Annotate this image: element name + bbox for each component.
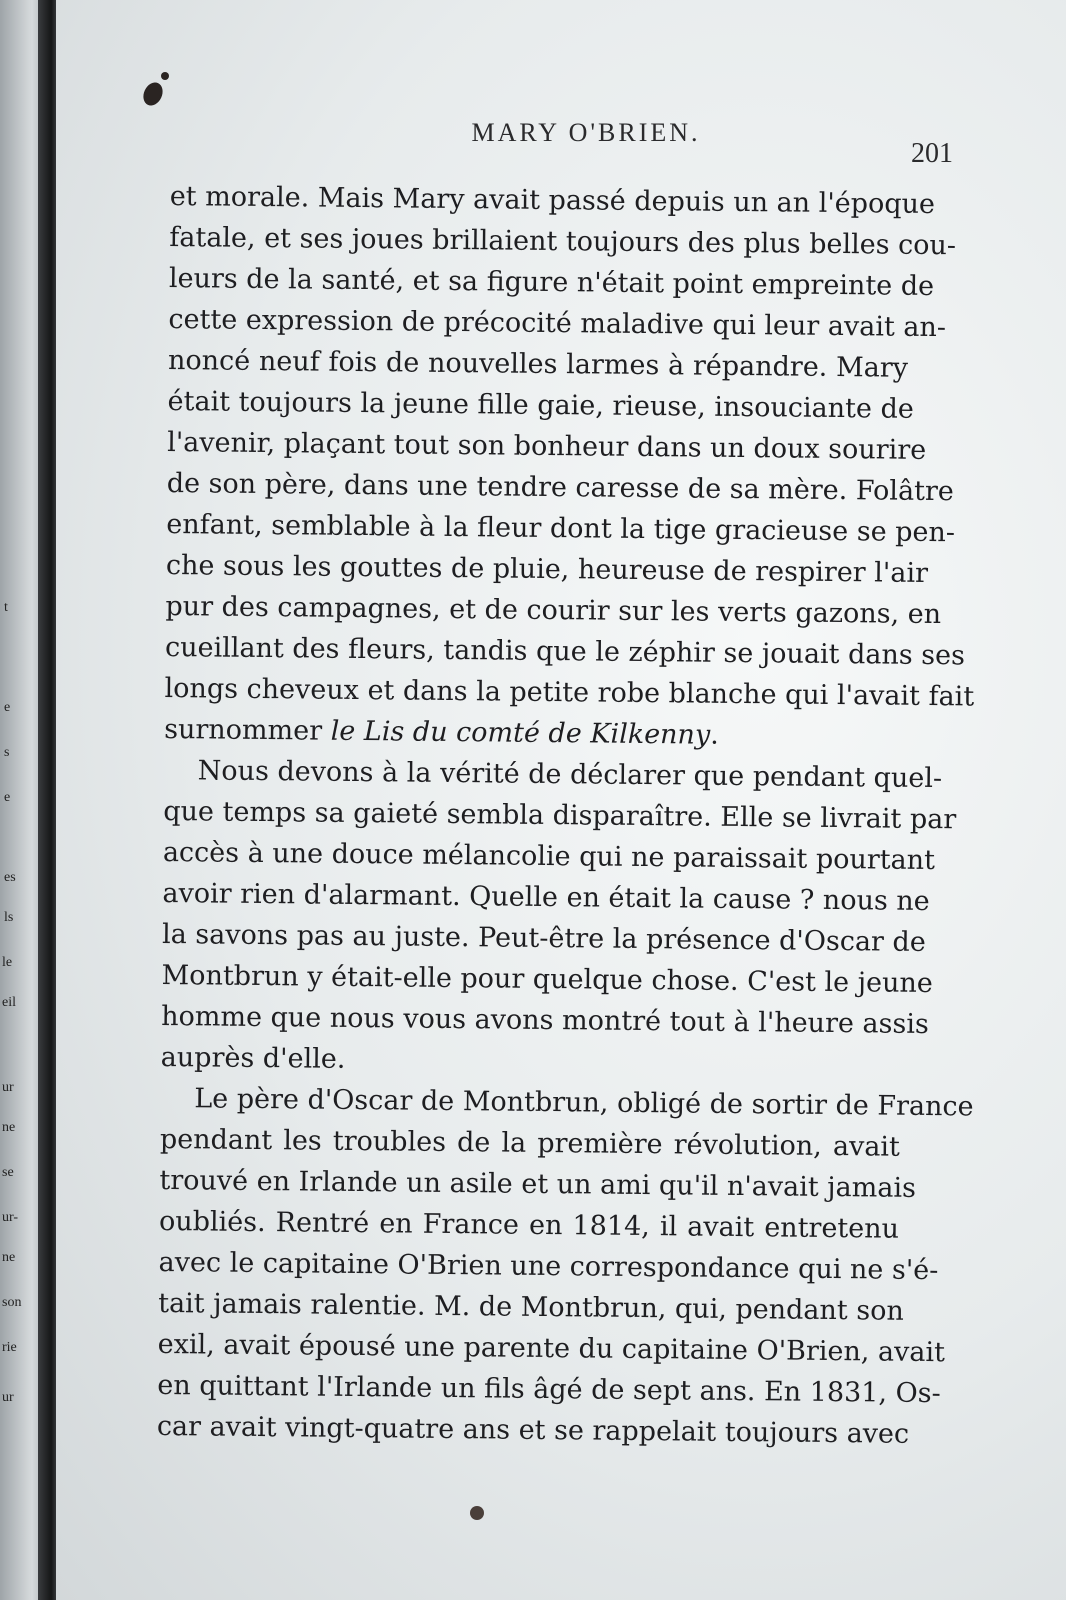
text-line: l'avenir, plaçant tout son bonheur dans un doux sourire xyxy=(167,426,927,466)
margin-fragment: ne xyxy=(2,1120,16,1135)
text-line: en quittant l'Irlande un fils âgé de sept ans. En 1831, Os- xyxy=(157,1369,941,1410)
paragraph-1 xyxy=(164,176,975,717)
text-line: che sous les gouttes de pluie, heureuse de respirer l'air xyxy=(165,549,929,589)
running-title: MARY O'BRIEN. xyxy=(471,118,701,147)
margin-fragment: ls xyxy=(4,910,14,925)
text-line: tait jamais ralentie. M. de Montbrun, qui, pendant son xyxy=(158,1287,904,1327)
margin-fragment: ur xyxy=(2,1390,14,1405)
text-line: leurs de la santé, et sa figure n'était point empreinte de xyxy=(168,262,935,303)
text-line: auprès d'elle. xyxy=(160,1041,346,1075)
text-line: Le père d'Oscar de Montbrun, obligé de sortir de France xyxy=(194,1083,974,1123)
text-line: et morale. Mais Mary avait passé depuis un an l'époque xyxy=(169,180,936,221)
ink-spot xyxy=(470,1506,484,1520)
text-line: la savons pas au juste. Peut-être la présence d'Oscar de xyxy=(161,918,926,958)
text-line: trouvé en Irlande un asile et un ami qu'il n'avait jamais xyxy=(159,1164,917,1204)
margin-fragment: ne xyxy=(2,1250,16,1265)
text-line: exil, avait épousé une parente du capitaine O'Brien, avait xyxy=(157,1328,946,1369)
margin-fragment: rie xyxy=(2,1340,17,1355)
margin-fragment: s xyxy=(4,745,10,760)
text-line: pur des campagnes, et de courir sur les verts gazons, en xyxy=(165,590,942,631)
paragraph-2 xyxy=(160,750,957,1086)
margin-fragment: se xyxy=(2,1165,14,1180)
text-line: Montbrun y était-elle pour quelque chose. C'est le jeune xyxy=(161,959,933,1000)
text-line: accès à une douce mélancolie qui ne paraissait pourtant xyxy=(162,836,936,877)
text-line: avoir rien d'alarmant. Quelle en était la cause ? nous ne xyxy=(162,877,930,917)
text-line: fatale, et ses joues brillaient toujours des plus belles cou- xyxy=(169,221,957,262)
margin-fragment: son xyxy=(2,1295,22,1310)
margin-fragment: ur- xyxy=(2,1210,19,1225)
text-line: cette expression de précocité maladive qui leur avait an- xyxy=(168,303,947,344)
text-line: cueillant des fleurs, tandis que le zéphir se jouait dans ses xyxy=(164,631,966,672)
ink-spot xyxy=(161,72,169,80)
text-line: longs cheveux et dans la petite robe blanche qui l'avait fait xyxy=(164,672,975,713)
text-line: pendant les troubles de la première révolution, avait xyxy=(159,1123,901,1163)
margin-fragment: ur xyxy=(2,1080,14,1095)
text-line: de son père, dans une tendre caresse de sa mère. Folâtre xyxy=(166,467,955,508)
paragraph-3 xyxy=(156,1078,974,1455)
text-line: que temps sa gaieté sembla disparaître. Elle se livrait par xyxy=(163,795,957,836)
text-line: avec le capitaine O'Brien une correspondance qui ne s'é- xyxy=(158,1246,939,1287)
text-line: était toujours la jeune fille gaie, rieuse, insouciante de xyxy=(167,385,914,425)
ink-spot xyxy=(140,79,166,108)
left-margin-fragments xyxy=(0,0,22,1405)
text-line: homme que nous vous avons montré tout à l'heure assis xyxy=(161,1000,929,1040)
text-line: noncé neuf fois de nouvelles larmes à répandre. Mary xyxy=(167,344,909,384)
text-line: oubliés. Rentré en France en 1814, il avait entretenu xyxy=(158,1205,900,1245)
margin-fragment: le xyxy=(2,955,13,970)
margin-fragment: es xyxy=(4,870,16,885)
page-number: 201 xyxy=(911,138,953,169)
text-line: car avait vingt-quatre ans et se rappelait toujours avec xyxy=(156,1410,910,1450)
margin-fragment: e xyxy=(4,700,11,715)
surnommer-text: surnommer xyxy=(164,713,323,747)
text-line: enfant, semblable à la fleur dont la tige gracieuse se pen- xyxy=(166,508,956,549)
body-text xyxy=(156,176,975,1455)
italic-title: le Lis du comté de Kilkenny xyxy=(330,715,711,751)
margin-fragment: t xyxy=(4,600,8,615)
period: . xyxy=(710,719,719,751)
margin-fragment: eil xyxy=(2,995,16,1010)
margin-fragment: e xyxy=(4,790,11,805)
text-line: Nous devons à la vérité de déclarer que pendant quel- xyxy=(197,755,943,795)
